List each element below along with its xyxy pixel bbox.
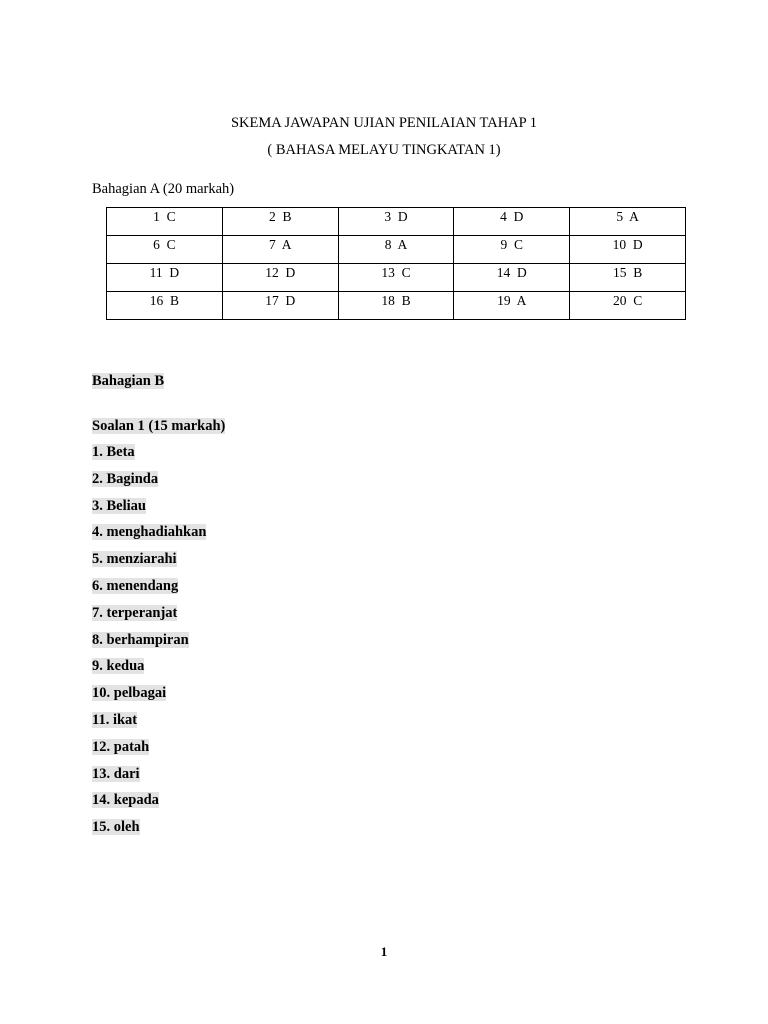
table-cell: 8 A [338,236,454,264]
list-item [92,604,206,631]
question-1-heading [92,417,225,435]
list-item [92,577,206,604]
answer-text: 1. Beta [92,444,135,460]
answer-text: 6. menendang [92,577,179,594]
list-item [92,631,206,658]
answer-text: 5. menziarahi [92,551,177,568]
table-row [107,264,686,292]
table-cell: 20 C [570,292,686,320]
answer-text: 12. patah [92,738,150,755]
table-cell: 6 C [107,236,223,264]
list-item [92,738,206,765]
answer-text: 11. ikat [92,711,138,728]
list-item [92,657,206,684]
section-a-heading: Bahagian A (20 markah) [92,181,235,197]
question-1-answer-list [92,443,206,845]
answer-text: 13. dari [92,765,140,782]
answer-text: 9. kedua [92,658,145,675]
page-number: 1 [380,944,388,959]
table-cell: 9 C [454,236,570,264]
section-b-heading-text: Bahagian B [92,373,165,389]
answer-text: 3. Beliau [92,497,146,514]
table-cell: 16 B [107,292,223,320]
list-item [92,765,206,792]
list-item [92,470,206,497]
answer-text: 15. oleh [92,819,140,836]
table-row [107,236,686,264]
answer-text: 8. berhampiran [92,631,189,648]
table-cell: 18 B [338,292,454,320]
document-subtitle: ( BAHASA MELAYU TINGKATAN 1) [267,142,501,158]
answer-text: 7. terperanjat [92,604,178,621]
answer-text: 10. pelbagai [92,685,167,702]
answer-text: 14. kepada [92,792,159,809]
table-cell: 15 B [570,264,686,292]
table-cell: 5 A [570,208,686,236]
section-b-heading [92,372,164,390]
list-item [92,523,206,550]
table-cell: 11 D [107,264,223,292]
section-a-answer-table [106,207,686,320]
list-item [92,497,206,524]
table-cell: 7 A [222,236,338,264]
question-1-heading-text: Soalan 1 (15 markah) [92,418,226,434]
table-cell: 17 D [222,292,338,320]
table-row [107,208,686,236]
table-cell: 3 D [338,208,454,236]
list-item [92,550,206,577]
answer-text: 2. Baginda [92,470,159,487]
table-cell: 19 A [454,292,570,320]
list-item [92,684,206,711]
list-item [92,711,206,738]
table-cell: 12 D [222,264,338,292]
table-cell: 1 C [107,208,223,236]
table-cell: 14 D [454,264,570,292]
table-cell: 2 B [222,208,338,236]
table-cell: 4 D [454,208,570,236]
table-row [107,292,686,320]
list-item [92,443,206,470]
document-title: SKEMA JAWAPAN UJIAN PENILAIAN TAHAP 1 [230,115,538,131]
table-cell: 10 D [570,236,686,264]
table-cell: 13 C [338,264,454,292]
answer-text: 4. menghadiahkan [92,524,207,541]
list-item [92,818,206,845]
list-item [92,791,206,818]
